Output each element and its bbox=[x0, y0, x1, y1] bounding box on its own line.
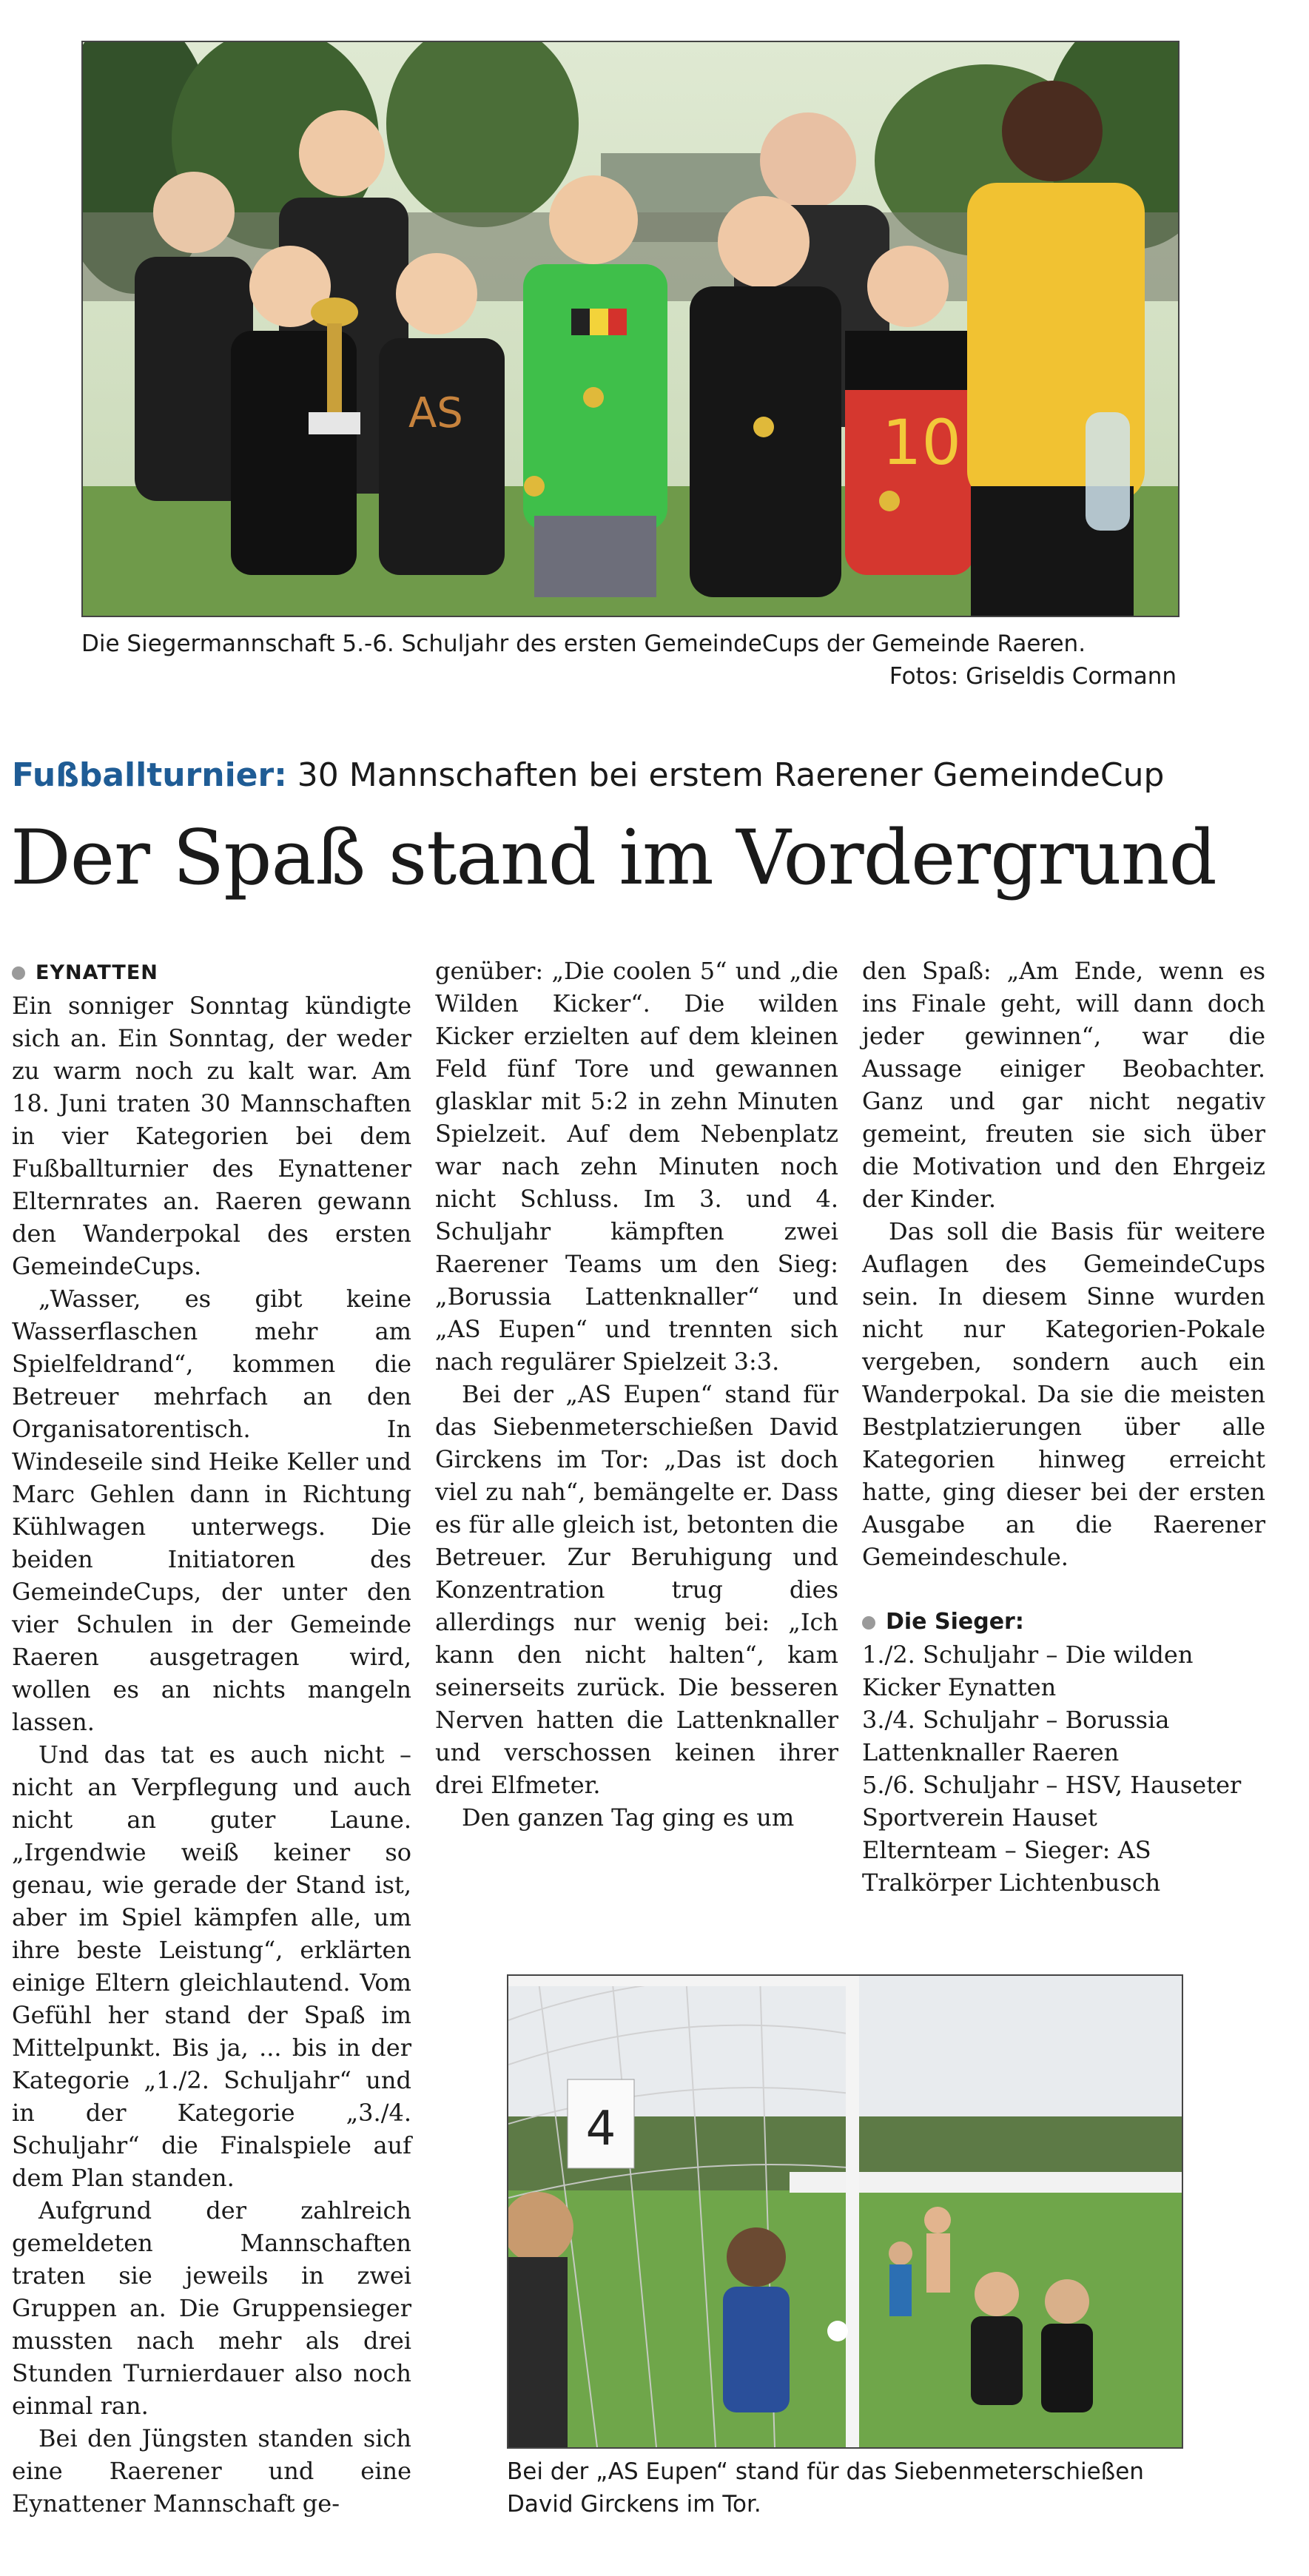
article-column-1 bbox=[12, 955, 411, 2520]
top-photo-caption bbox=[81, 628, 1177, 693]
bottom-caption-line-2: David Girckens im Tor. bbox=[507, 2491, 761, 2518]
winner-entry: 3./4. Schuljahr – Borussia Lattenknaller Raeren bbox=[862, 1706, 1170, 1766]
bottom-photo-caption bbox=[507, 2455, 1188, 2520]
winners-heading: Die Sieger: bbox=[886, 1609, 1024, 1635]
team-photo-illustration bbox=[83, 42, 1178, 616]
dateline: EYNATTEN bbox=[36, 961, 158, 984]
winner-entry: 1./2. Schuljahr – Die wilden Kicker Eynatten bbox=[862, 1641, 1194, 1701]
paragraph: Das soll die Basis für weitere Auflagen des GemeindeCups sein. In diesem Sinne wurden nicht nur Kategorien-Pokale vergeben, sondern auch ein Wanderpokal. Da sie die meisten Bestplatzierungen über alle Kategorien hinweg erreicht hatte, ging dieser bei der ersten Ausgabe an die Raerener Gemeindeschule. bbox=[862, 1217, 1265, 1571]
winners-list bbox=[862, 1638, 1265, 1899]
photo-credit: Fotos: Griseldis Cormann bbox=[889, 663, 1177, 690]
article-column-2 bbox=[435, 955, 838, 1834]
paragraph: Bei den Jüngsten standen sich eine Raerener und eine Eynattener Mannschaft ge- bbox=[12, 2424, 411, 2518]
svg-text:10: 10 bbox=[882, 406, 961, 479]
paragraph: Aufgrund der zahlreich gemeldeten Mannschaften traten sie jeweils in zwei Gruppen an. Die Gruppensieger mussten nach mehr als drei Stunden Turnierdauer also noch einmal ran. bbox=[12, 2196, 411, 2420]
bottom-caption-line-1: Bei der „AS Eupen“ stand für das Siebenmeterschießen bbox=[507, 2458, 1144, 2485]
paragraph: Ein sonniger Sonntag kündigte sich an. Ein Sonntag, der weder zu warm noch zu kalt war. Am 18. Juni traten 30 Mannschaften in vier Kategorien bei dem Fußballturnier des Eynattener Elternrates an. Raeren gewann den Wanderpokal des ersten GemeindeCups. bbox=[12, 992, 411, 1280]
paragraph: „Wasser, es gibt keine Wasserflaschen mehr am Spielfeldrand“, kommen die Betreuer mehrfach an den Organisatorentisch. In Windeseile sind Heike Keller und Marc Gehlen dann in Richtung Kühlwagen unterwegs. Die beiden Initiatoren des GemeindeCups, der unter den vier Schulen in der Gemeinde Raeren ausgetragen wird, wollen es an nichts mangeln lassen. bbox=[12, 1285, 411, 1736]
paragraph: Den ganzen Tag ging es um bbox=[462, 1803, 795, 1832]
bullet-icon bbox=[862, 1616, 875, 1630]
article-column-3 bbox=[862, 955, 1265, 1899]
dateline-line bbox=[12, 955, 411, 989]
kicker-text: 30 Mannschaften bei erstem Raerener GemeindeCup bbox=[286, 756, 1165, 794]
paragraph: den Spaß: „Am Ende, wenn es ins Finale geht, will dann doch jeder gewinnen“, war die Aussage einiger Beobachter. Ganz und gar nicht negativ gemeint, freuten sie sich über die Motivation und den Ehrgeiz der Kinder. bbox=[862, 957, 1265, 1213]
paragraph: genüber: „Die coolen 5“ und „die Wilden Kicker“. Die wilden Kicker erzielten auf dem kleinen Feld fünf Tore und gewannen glasklar mit 5:2 in zehn Minuten Spielzeit. Auf dem Nebenplatz war nach zehn Minuten noch nicht Schluss. Im 3. und 4. Schuljahr kämpften zwei Raerener Teams um den Sieg: „Borussia Lattenknaller“ und „AS Eupen“ und trennten sich nach regulärer Spielzeit 3:3. bbox=[435, 957, 838, 1376]
winners-heading-line bbox=[862, 1606, 1265, 1638]
goal-sign-number: 4 bbox=[585, 2102, 616, 2156]
winner-entry: 5./6. Schuljahr – HSV, Hauseter Sportverein Hauset bbox=[862, 1771, 1242, 1832]
headline: Der Spaß stand im Vordergrund bbox=[10, 814, 1217, 902]
paragraph: Und das tat es auch nicht – nicht an Verpflegung und auch nicht an guter Laune. „Irgendwie weiß keiner so genau, wie gerade der Stand ist, aber im Spiel kämpfen alle, um ihre beste Leistung“, erklärten einige Eltern gleichlautend. Vom Gefühl her stand der Spaß im Mittelpunkt. Bis ja, ... bis in der Kategorie „1./2. Schuljahr“ und in der Kategorie „3./4. Schuljahr“ die Finalspiele auf dem Plan standen. bbox=[12, 1741, 411, 2192]
top-photo-caption-text: Die Siegermannschaft 5.-6. Schuljahr des ersten GemeindeCups der Gemeinde Raeren. bbox=[81, 630, 1086, 657]
paragraph: Bei der „AS Eupen“ stand für das Siebenmeterschießen David Girckens im Tor: „Das ist doch viel zu nah“, bemängelte er. Dass es für alle gleich ist, betonten die Betreuer. Zur Beruhigung und Konzentration trug dies allerdings nur wenig bei: „Ich kann den nicht halten“, kam seinerseits zurück. Die besseren Nerven hatten die Lattenknaller und verschossen keinen ihrer drei Elfmeter. bbox=[435, 1380, 838, 1799]
team-photo bbox=[81, 41, 1180, 617]
bullet-icon bbox=[12, 966, 25, 980]
svg-text:AS: AS bbox=[408, 389, 463, 437]
kicker-line bbox=[12, 753, 1307, 798]
penalty-shootout-photo bbox=[507, 1974, 1183, 2449]
kicker-topic: Fußballturnier: bbox=[12, 756, 287, 794]
penalty-shootout-illustration bbox=[508, 1976, 1182, 2447]
winner-entry: Elternteam – Sieger: AS Tralkörper Lichtenbusch bbox=[862, 1836, 1161, 1897]
